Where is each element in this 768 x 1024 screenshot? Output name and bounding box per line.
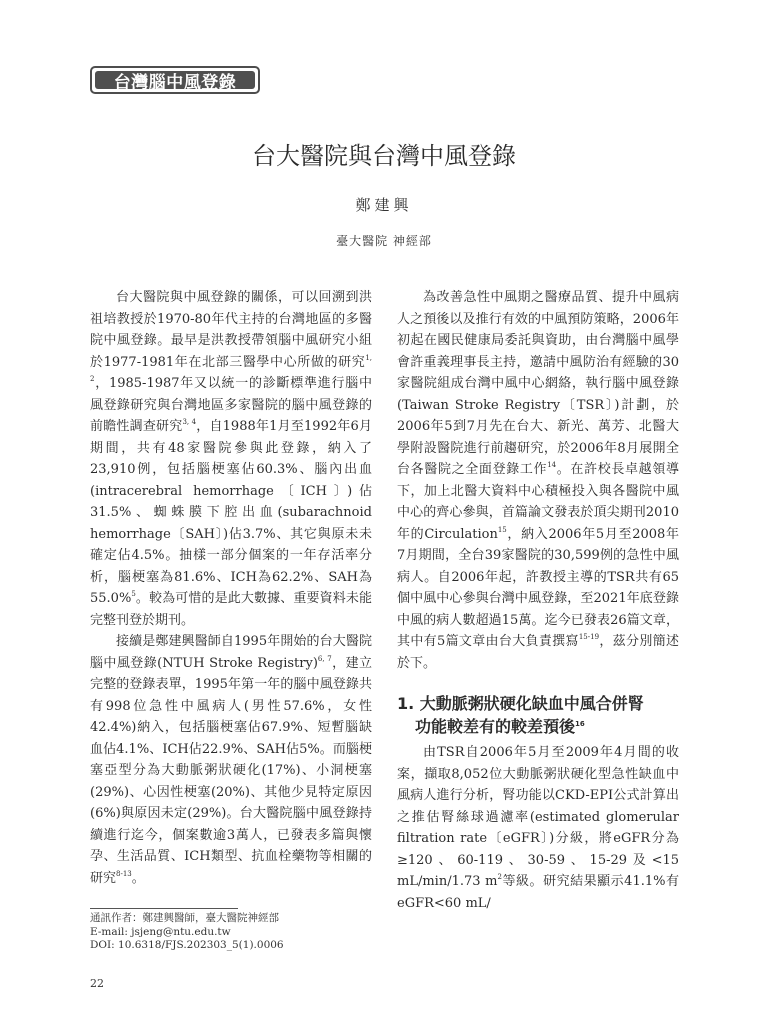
citation: 14 [547,461,557,469]
superscript: 2 [497,873,502,881]
citation: 6, 7 [317,654,332,663]
section-tag [90,66,260,94]
left-paragraph-2: 接續是鄭建興醫師自1995年開始的台大醫院腦中風登錄(NTUH Stroke Registry)$^{6, 7}$，建立完整的登錄表單，1995年第一年的腦中風登錄共有998位急性中風病人(男性57.6%，女性42.4%)納入，包括腦梗塞佔67.9%、短暫腦缺血佔4.1%、ICH佔22.9%、SAH佔5%。而腦梗塞亞型分為大動脈粥狀硬化(17%)、小洞梗塞(29%)、心因性梗塞(20%)、其他少見特定原因(6%)與原因未定(29%)。台大醫院腦中風登錄持續進行迄今，個案數逾3萬人，已發表多篇與懷孕、生活品質、ICH類型、抗血栓藥物等相關的研究$^{8-13}$。 [90,634,373,886]
author-affiliation: 臺大醫院 神經部 [336,234,432,248]
citation: 15-19 [578,633,600,641]
right-paragraph-2: 由TSR自2006年5月至2009年4月間的收案，擷取8,052位大動脈粥狀硬化型急性缺血中風病人進行分析，腎功能以CKD-EPI公式計算出之推估腎絲球過濾率(estimated glomerular filtration rate〔eGFR〕)分級，將eGFR分為≥120、60-119、30-59、15-29及<15 mL/min/1.73 $m^2$等級。研究結果顯示41.1%有eGFR<60 mL/ [397,745,679,911]
right-paragraph-1: 為改善急性中風期之醫療品質、提升中風病人之預後以及推行有效的中風預防策略，2006年初起在國民健康局委託與資助，由台灣腦中風學會許重義理事長主持，邀請中風防治有經驗的30家醫院組成台灣中風中心網絡，執行腦中風登錄(Taiwan Stroke Registry〔TSR〕)計劃，於2006年5到7月先在台大、新光、萬芳、北醫大學附設醫院進行前趨研究，於2006年8月展開全台各醫院之全面登錄工作$^{14}$。在許校長卓越領導下，加上北醫大資料中心積極投入與各醫院中風中心的齊心參與，首篇論文發表於頂尖期刊2010年的Circulation$^{15}$，納入2006年5月至2008年7月期間，全台39家醫院的30,599例的急性中風病人。自2006年起，許教授主導的TSR共有65個中風中心參與台灣中風登錄，至2021年底登錄中風的病人數超過15萬。迄今已發表26篇文章，其中有5篇文章由台大負責撰寫$^{15-19}$，茲分別簡述於下。 [397,290,679,671]
citation: 1, 2 [90,353,372,383]
citation: 8-13 [116,869,132,878]
right-column [397,287,679,674]
citation: 5 [131,590,136,598]
left-paragraph-1: 台大醫院與中風登錄的關係，可以回溯到洪祖培教授於1970-80年代主持的台灣地區的多醫院中風登錄。最早是洪教授帶領腦中風研究小組於1977-1981年在北部三醫學中心所做的研究$^{1, 2}$，1985-1987年又以統一的診斷標準進行腦中風登錄研究與台灣地區多家醫院的腦中風登錄的前瞻性調查研究$^{3, 4}$，自1988年1月至1992年6月期間，共有48家醫院參與此登錄，納入了23,910例，包括腦梗塞佔60.3%、腦內出血(intracerebral hemorrhage〔ICH〕)佔31.5%、蜘蛛膜下腔出血(subarachnoid hemorrhage〔SAH〕)佔3.7%、其它與原未未確定佔4.5%。抽樣一部分個案的一年存活率分析，腦梗塞為81.6%、ICH為62.2%、SAH為55.0%$^5$。較為可惜的是此大數據、重要資料未能完整刊登於期刊。 [90,290,373,628]
left-column [90,287,372,889]
section-heading-1: 1. 大動脈粥狀硬化缺血中風合併腎 功能較差有的較差預後$^{16}$ [397,694,644,736]
section-tag-label: 台灣腦中風登錄 [95,71,255,89]
author-name: 鄭建興 [355,196,413,214]
footnote-divider [90,908,238,909]
corresponding-author: 通訊作者：鄭建興醫師，臺大醫院神經部 [90,912,279,924]
email: E-mail: jsjeng@ntu.edu.tw [90,925,231,938]
footnote [90,912,284,953]
citation: 15 [497,525,507,534]
doi: DOI: 10.6318/FJS.202303_5(1).0006 [90,939,284,951]
right-column-continued [397,742,679,914]
citation: 3, 4 [182,418,197,426]
page-number: 22 [90,977,104,990]
citation: 16 [575,720,585,728]
article-title: 台大醫院與台灣中風登錄 [252,142,516,170]
